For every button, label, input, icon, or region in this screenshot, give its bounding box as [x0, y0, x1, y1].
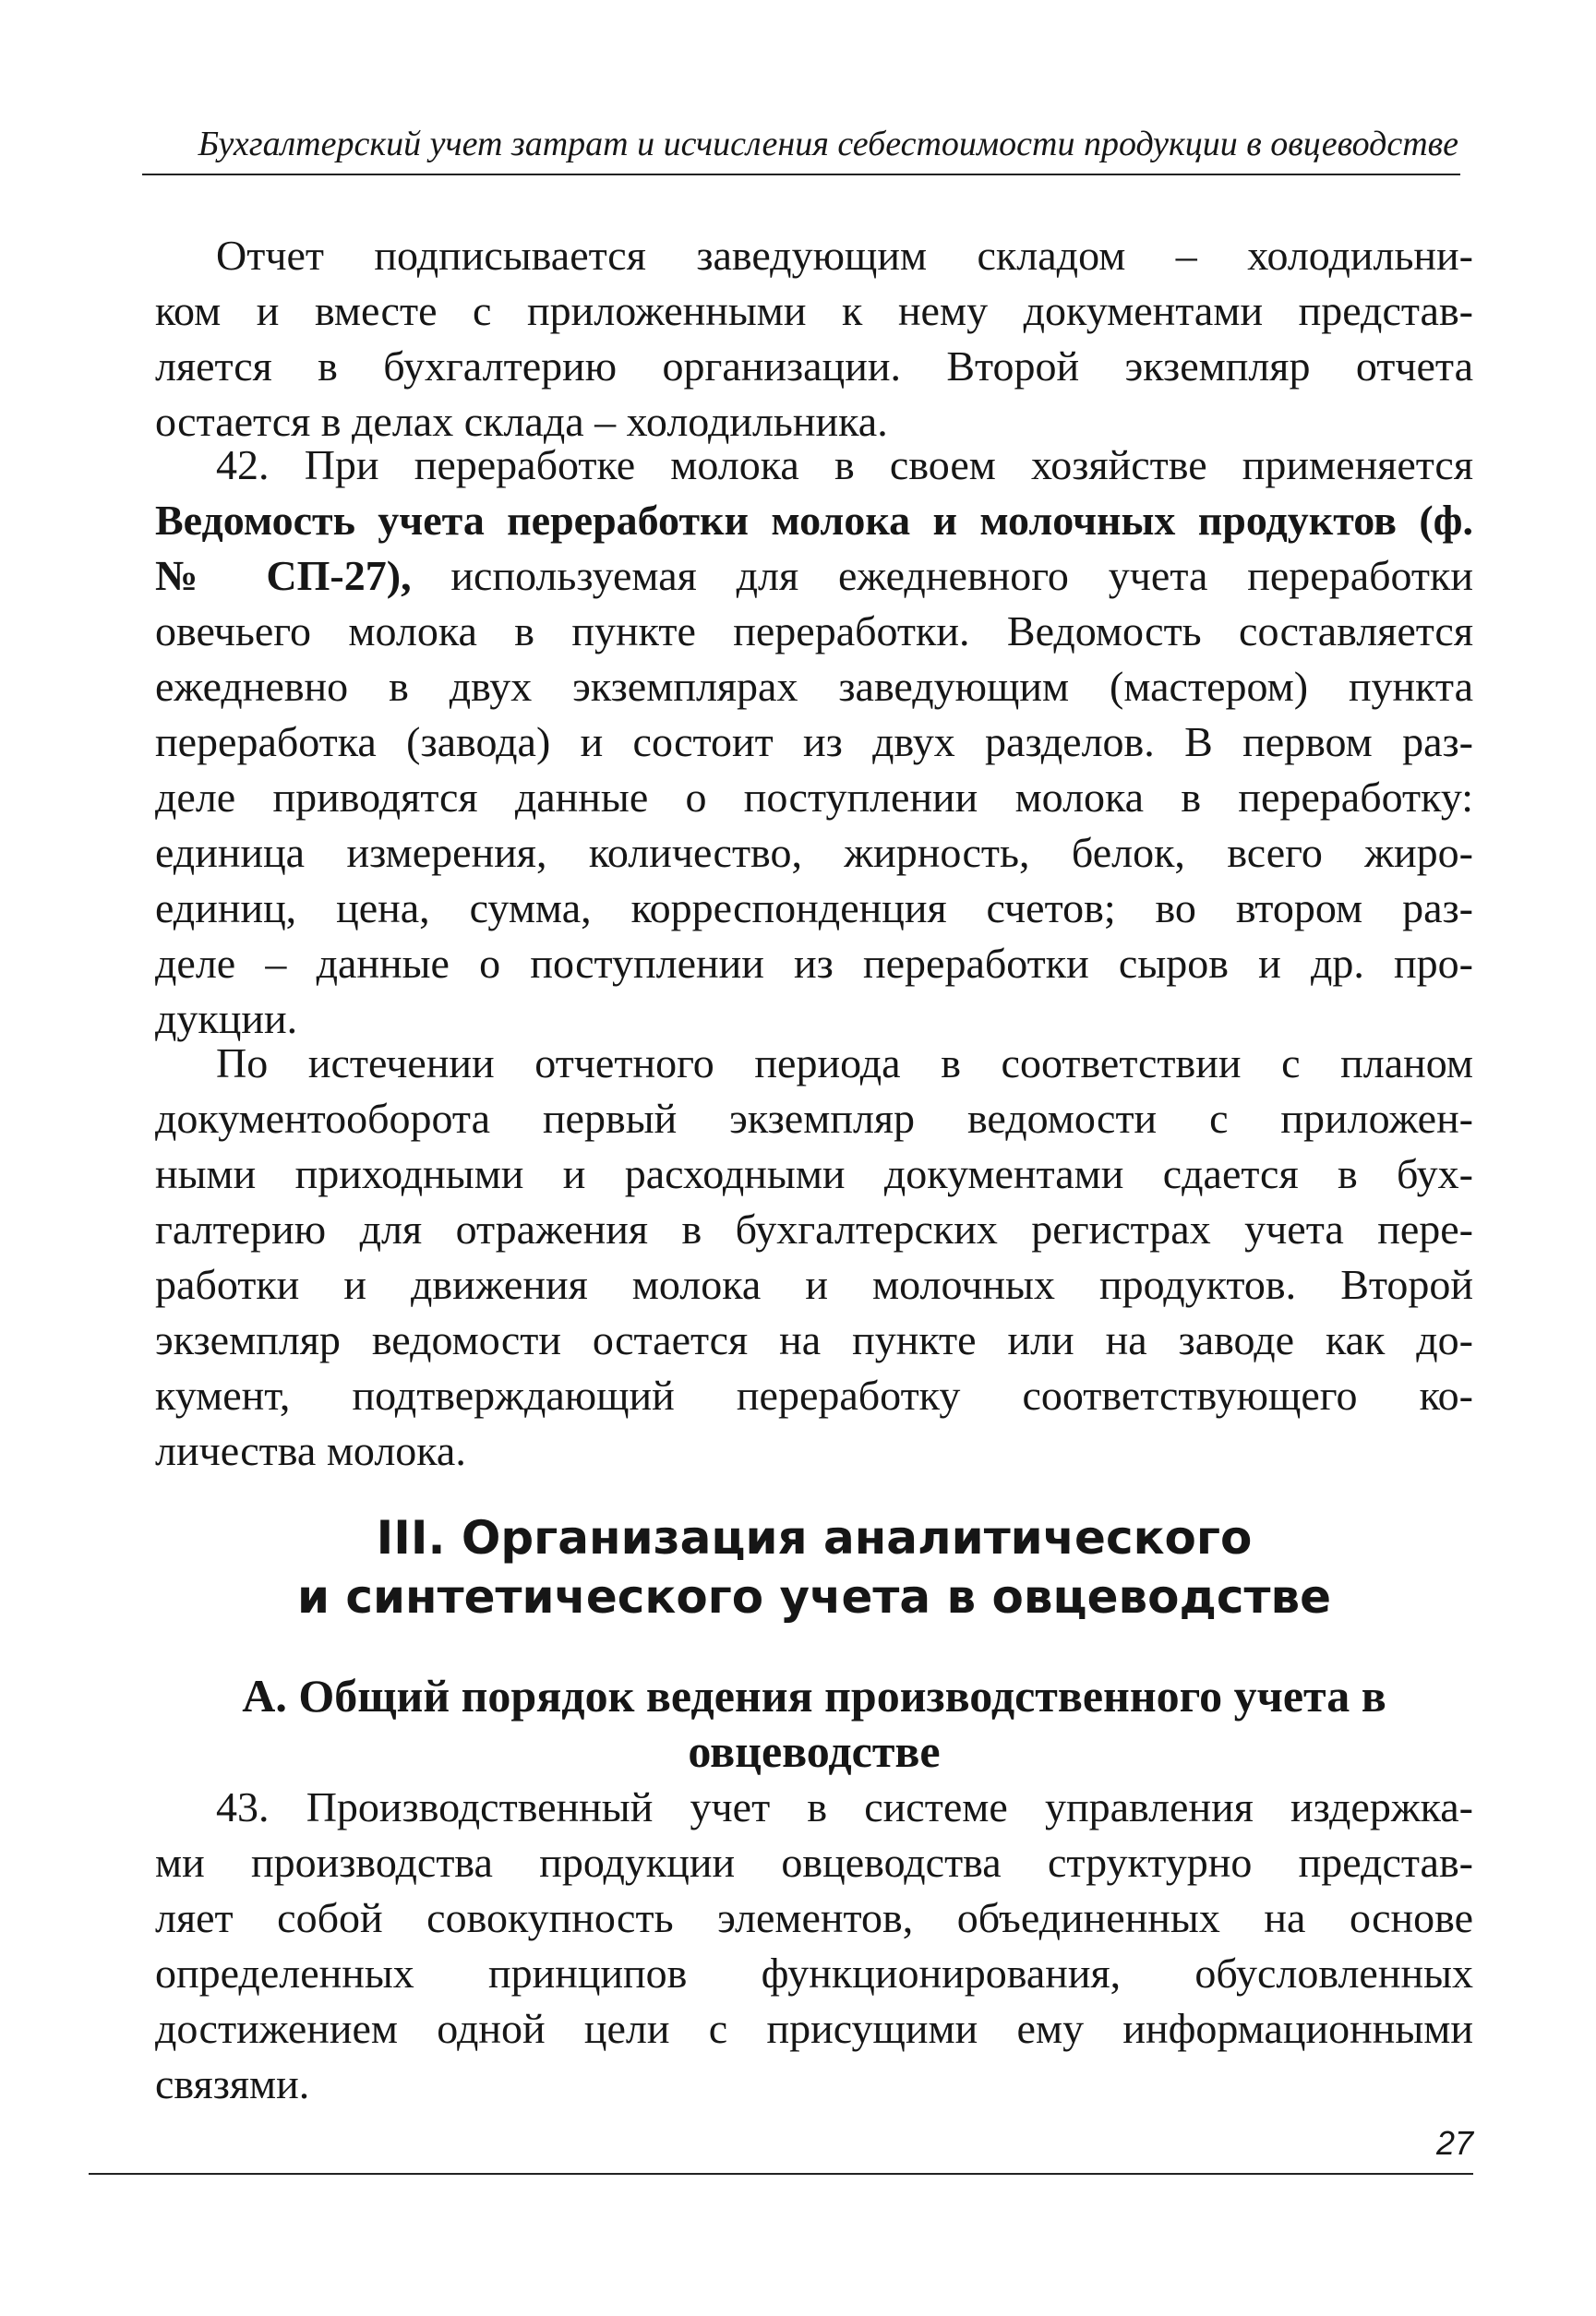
text-line: определенных принципов функционирования, обусловленных [155, 1950, 1473, 1997]
paragraph-report-signing [155, 228, 1473, 450]
text-line: галтерию для отражения в бухгалтерских регистрах учета пере- [155, 1206, 1473, 1253]
text-line: ными приходными и расходными документами сдается в бух- [155, 1150, 1473, 1197]
text-line: работки и движения молока и молочных продуктов. Второй [155, 1261, 1473, 1308]
text-line: кумент, подтверждающий переработку соответствующего ко- [155, 1372, 1473, 1419]
text-line: деле приводятся данные о поступлении молока в переработку: [155, 774, 1473, 821]
text-line: остается в делах склада – холодильника. [155, 398, 888, 445]
text-line: личества молока. [155, 1427, 466, 1474]
paragraph-item-43 [155, 1780, 1473, 2112]
text-line [155, 548, 1473, 604]
text-line: ляется в бухгалтерию организации. Второй экземпляр отчета [155, 342, 1473, 390]
text-line: По истечении отчетного периода в соответствии с планом [216, 1039, 1473, 1086]
text-line: документооборота первый экземпляр ведомости с приложен- [155, 1095, 1473, 1142]
text-fragment: используемая для ежедневного учета переработки [411, 552, 1473, 599]
subsection-heading-line: А. Общий порядок ведения производственного учета в [242, 1670, 1386, 1722]
form-title-bold: Ведомость учета переработки молока и молочных продуктов (ф. [155, 497, 1473, 544]
text-line: переработка (завода) и состоит из двух разделов. В первом раз- [155, 718, 1473, 765]
text-line: деле – данные о поступлении из переработки сыров и др. про- [155, 940, 1473, 987]
text-line: Отчет подписывается заведующим складом – холодильни- [216, 232, 1473, 279]
header-rule [142, 174, 1460, 175]
paragraph-item-42 [155, 438, 1473, 1047]
text-line: связями. [155, 2060, 310, 2107]
section-heading [155, 1508, 1473, 1626]
section-heading-line: и синтетического учета в овцеводстве [296, 1570, 1332, 1624]
form-number-bold: № СП-27), [155, 552, 412, 599]
page-number: 27 [1435, 2124, 1473, 2162]
footer-rule [89, 2173, 1473, 2175]
text-line: ком и вместе с приложенными к нему документами представ- [155, 287, 1473, 334]
text-line: ми производства продукции овцеводства структурно представ- [155, 1839, 1473, 1886]
text-line: экземпляр ведомости остается на пункте или на заводе как до- [155, 1316, 1473, 1363]
text-line: 42. При переработке молока в своем хозяйстве применяется [216, 441, 1473, 488]
text-line: овечьего молока в пункте переработки. Ведомость составляется [155, 607, 1473, 654]
text-line: единиц, цена, сумма, корреспонденция счетов; во втором раз- [155, 884, 1473, 931]
text-line: достижением одной цели с присущими ему информационными [155, 2005, 1473, 2052]
text-line: единица измерения, количество, жирность, белок, всего жиро- [155, 829, 1473, 876]
text-line: 43. Производственный учет в системе управления издержка- [216, 1783, 1473, 1830]
running-header: Бухгалтерский учет затрат и исчисления себестоимости продукции в овцеводстве [198, 125, 1458, 163]
paragraph-document-flow [155, 1036, 1473, 1479]
subsection-heading-line: овцеводстве [688, 1725, 941, 1777]
subsection-heading [155, 1668, 1473, 1779]
text-line: дукции. [155, 995, 298, 1042]
text-line: ляет собой совокупность элементов, объединенных на основе [155, 1894, 1473, 1941]
text-line: ежедневно в двух экземплярах заведующим (мастером) пункта [155, 663, 1473, 710]
section-heading-line: III. Организация аналитического [376, 1511, 1253, 1565]
